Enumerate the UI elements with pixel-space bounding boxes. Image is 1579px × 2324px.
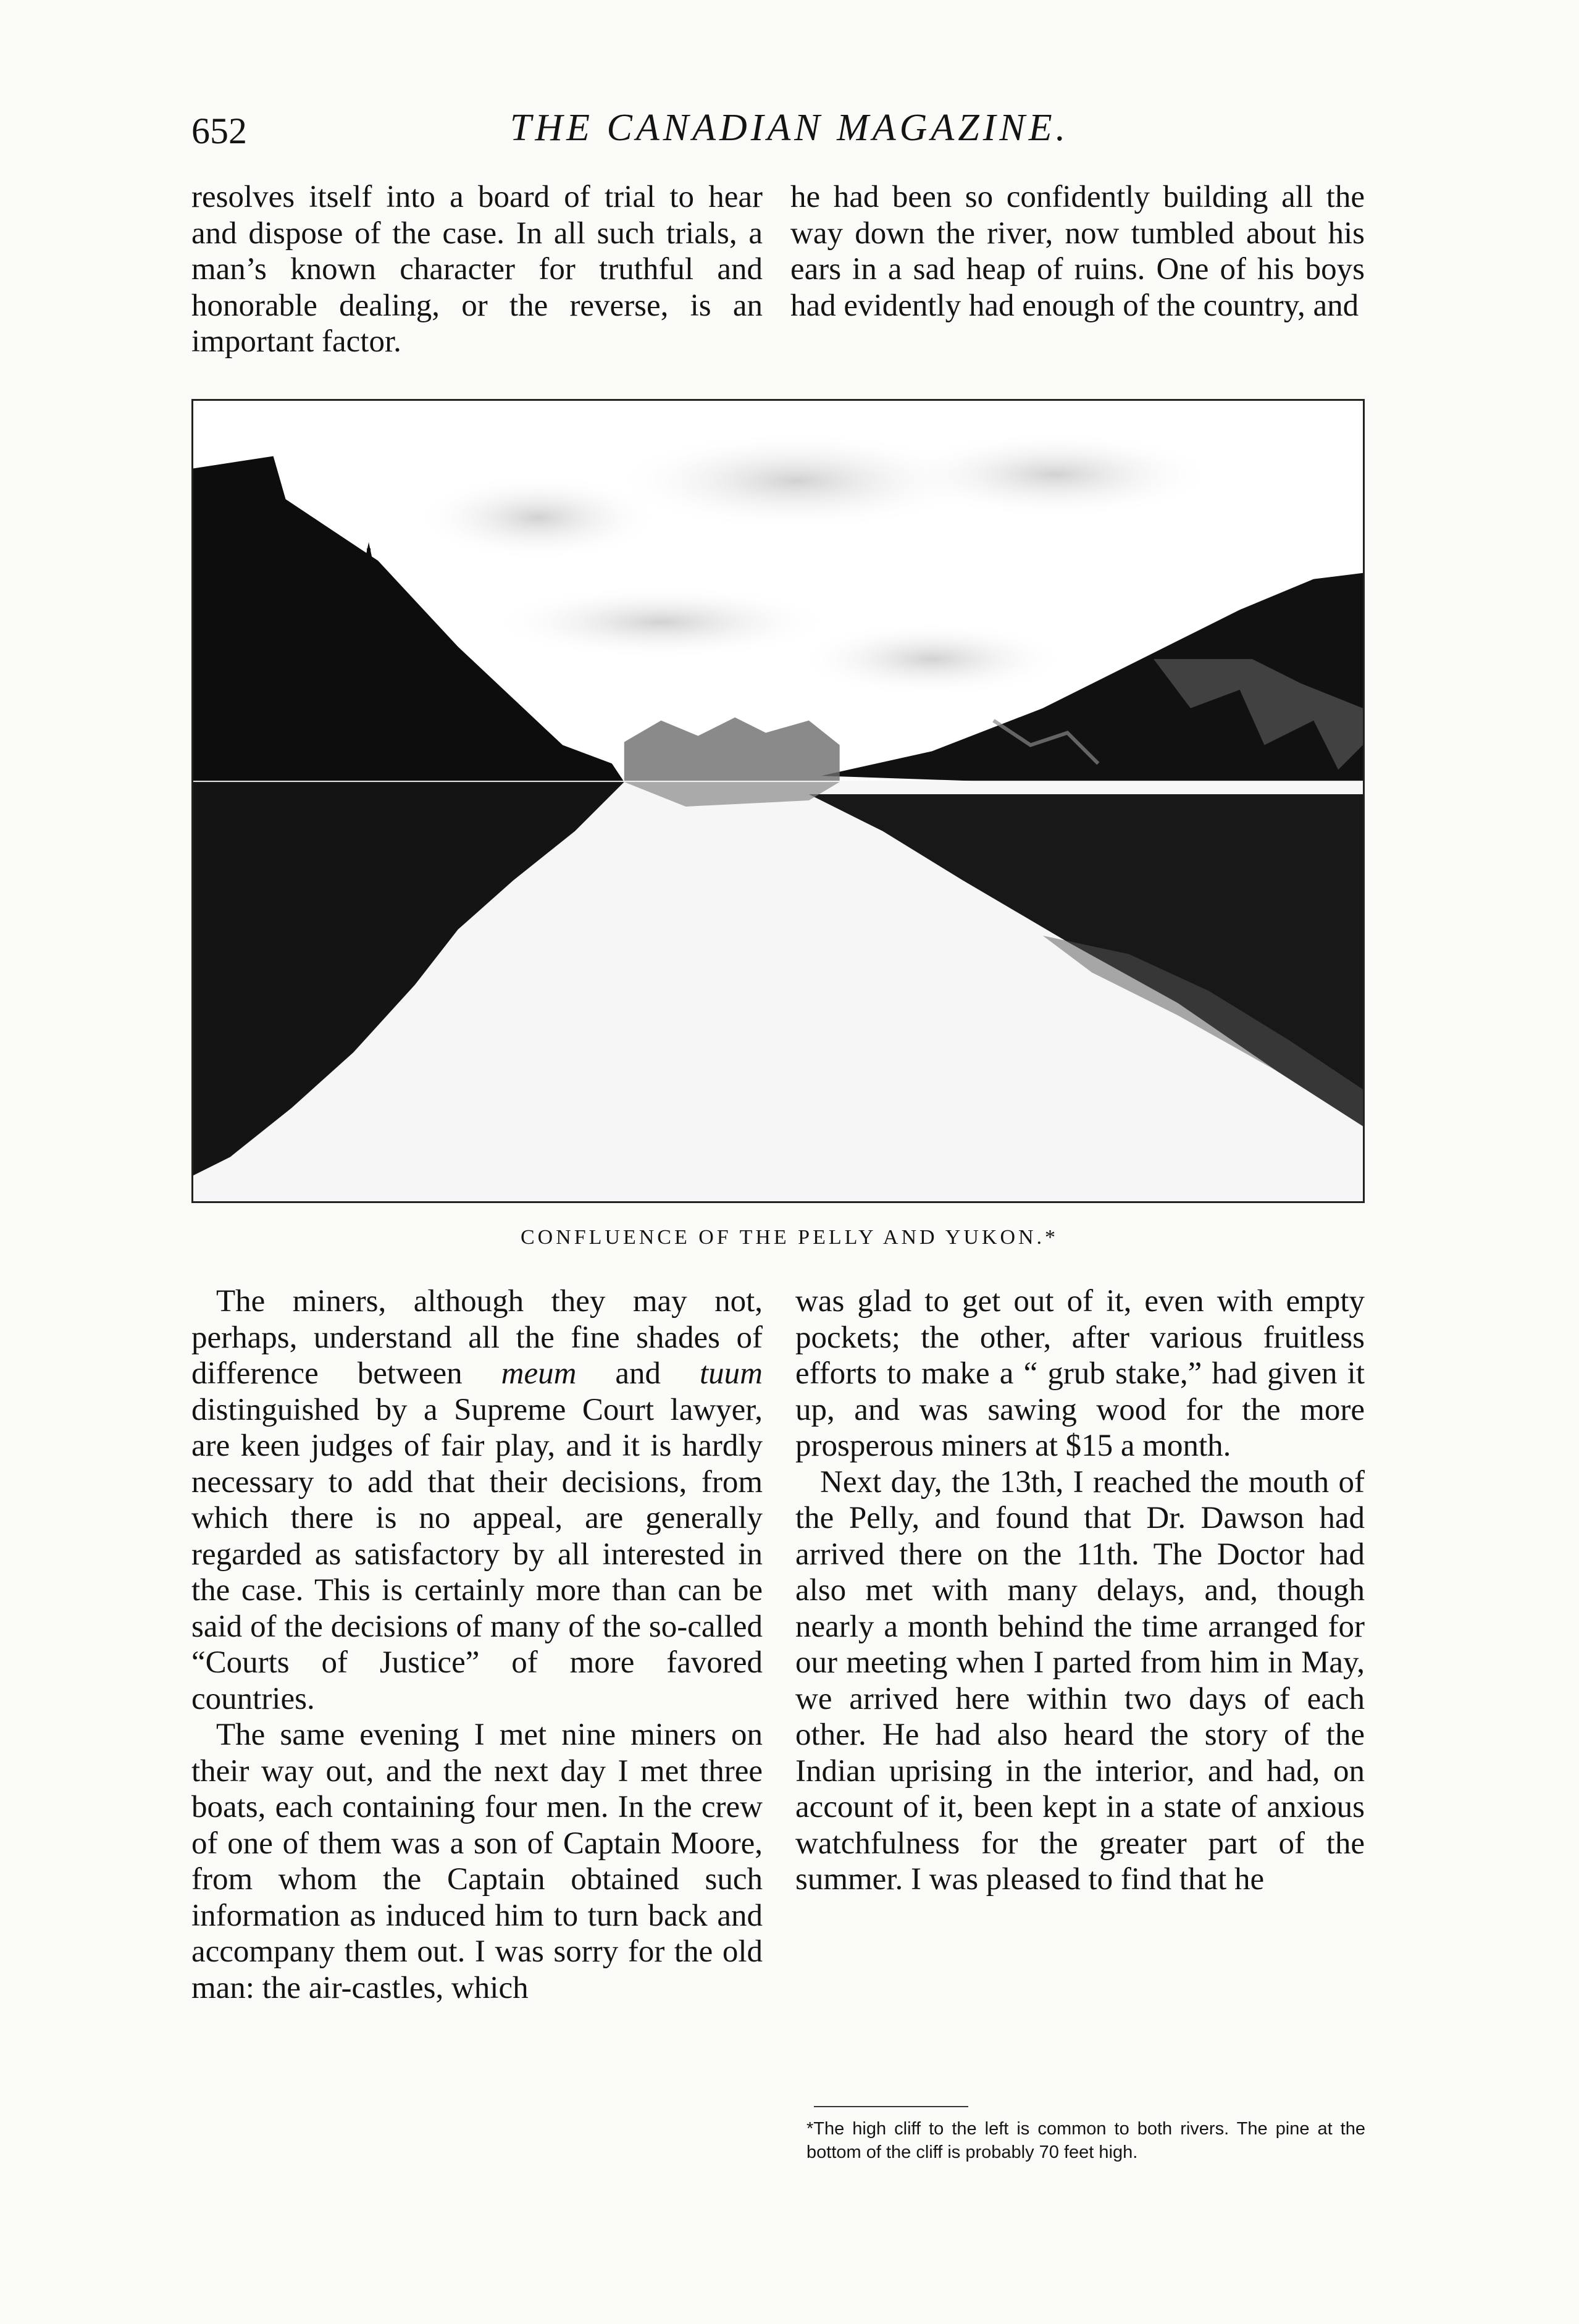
column-left-top <box>191 179 763 360</box>
column-left-bottom <box>191 1283 763 2006</box>
footnote-rule <box>814 2106 968 2107</box>
river-landscape-photo <box>193 401 1363 1201</box>
paragraph: resolves itself into a board of trial to hear and dispose of the case. In all such trials, a man’s known character for truthful and honorable dealing, or the reverse, is an important factor. <box>191 180 763 359</box>
footnote: *The high cliff to the left is common to both rivers. The pine at the bottom of the cliff is probably 70 feet high. <box>806 2119 1365 2162</box>
italic-term: tuum <box>700 1356 763 1391</box>
paragraph: The same evening I met nine miners on their way out, and the next day I met three boats, each containing four men. In the crew of one of them was a son of Captain Moore, from whom the Captain obtained such information as induced him to turn back and accompany them out. I was sorry for the old man: the air-castles, which <box>191 1718 763 2005</box>
page-number: 652 <box>191 111 247 151</box>
text-run: and <box>576 1356 700 1391</box>
paragraph: was glad to get out of it, even with empty pockets; the other, after various fruitless efforts to make a “ grub stake,” had given it up, and was sawing wood for the more prosperous miners at $15 a month. <box>795 1284 1365 1463</box>
column-right-bottom <box>795 1283 1365 1898</box>
paragraph: Next day, the 13th, I reached the mouth of the Pelly, and found that Dr. Dawson had arrived there on the 11th. The Doctor had also met with many delays, and, though nearly a month behind the time arranged for our meeting when I parted from him in May, we arrived here within two days of each other. He had also heard the story of the Indian uprising in the interior, and had, on account of it, been kept in a state of anxious watchfulness for the greater part of the summer. I was pleased to find that he <box>795 1464 1365 1897</box>
text-run: The miners, although they may not, perhaps, understand all the fine shades of difference between <box>191 1284 763 1391</box>
photo-figure <box>191 399 1365 1203</box>
text-run: distinguished by a Supreme Court lawyer, are keen judges of fair play, and it is hardly necessary to add that their decisions, from which there is no appeal, are generally regarded as satisfactory by all interested in the case. This is certainly more than can be said of the decisions of many of the so-called “Courts of Justice” of more favored countries. <box>191 1392 763 1716</box>
italic-term: meum <box>501 1356 577 1391</box>
running-head: THE CANADIAN MAGAZINE. <box>509 107 1070 149</box>
figure-caption: CONFLUENCE OF THE PELLY AND YUKON.* <box>520 1226 1059 1249</box>
column-right-top <box>790 179 1365 324</box>
paragraph: he had been so confidently building all the way down the river, now tumbled about his ears in a sad heap of ruins. One of his boys had evidently had enough of the country, and <box>790 180 1365 323</box>
paragraph <box>191 1283 763 1717</box>
